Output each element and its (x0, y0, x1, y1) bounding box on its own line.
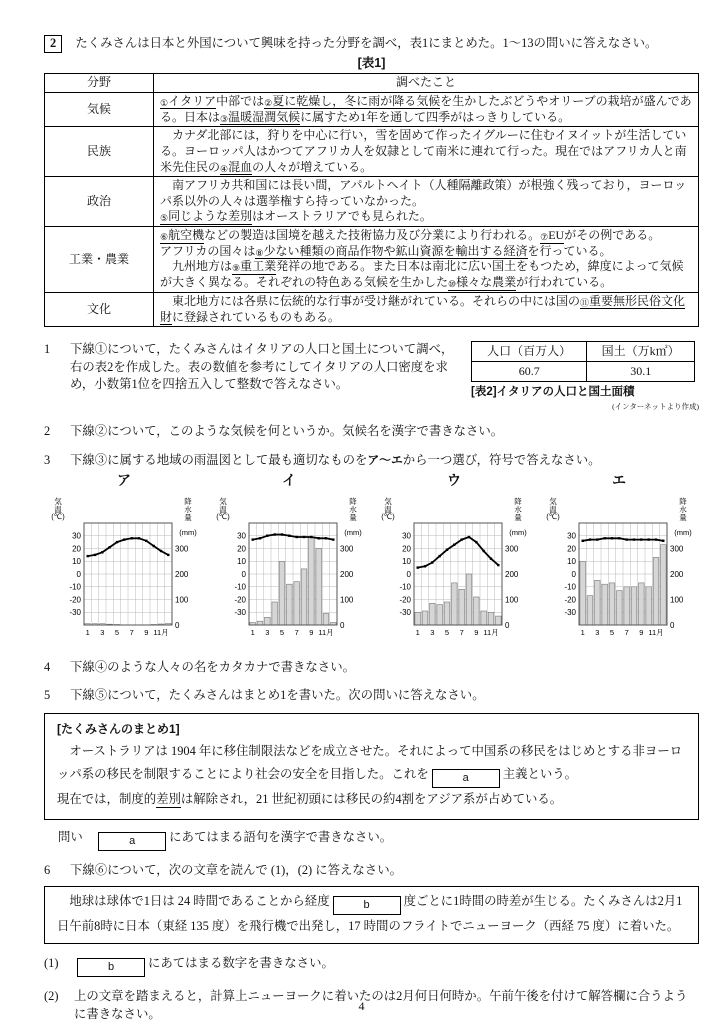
table1-content-cell (154, 227, 699, 293)
svg-text:9: 9 (144, 628, 149, 638)
question-4 (44, 659, 699, 677)
climograph-title: ア (117, 472, 131, 489)
answer-blank-a: a (432, 769, 500, 788)
svg-text:水: 水 (679, 505, 687, 515)
svg-text:10: 10 (237, 557, 246, 567)
underlined-term: ⑨ (232, 263, 241, 274)
svg-text:温: 温 (549, 505, 557, 515)
climograph-svg (539, 497, 697, 647)
svg-text:5: 5 (609, 628, 615, 638)
underlined-term: ⑥ (160, 232, 169, 243)
table1-row-3 (45, 227, 699, 293)
svg-text:気: 気 (219, 497, 227, 507)
table1-content-cell (154, 92, 699, 126)
table2-value-cell: 60.7 (472, 362, 587, 382)
table2-value-cell: 30.1 (587, 362, 695, 382)
underlined-term: 差別 (156, 792, 181, 807)
svg-text:-20: -20 (69, 595, 81, 605)
question-6-2-text: 上の文章を踏まえると，計算上ニューヨークに着いたのは2月何日何時か。午前午後を付けて解答欄に合うように書きなさい。 (74, 989, 688, 1021)
svg-text:11月: 11月 (153, 628, 169, 638)
question-3-number: 3 (44, 452, 51, 467)
underlined-term: 重要無形民俗文化財 (160, 293, 686, 324)
question-1-block (44, 341, 699, 412)
svg-text:30: 30 (237, 531, 246, 541)
text-run: 南アフリカ共和国には長い間，アパルトヘイト（人種隔離政策）が根強く残っており，ヨーロッパ系以外の人々は選挙権すら持っていなかった。 (160, 178, 687, 208)
text-run: を生かしたぶどうやオリーブの栽培が盛んである。日本は (160, 93, 692, 124)
climograph-ア (44, 471, 204, 652)
table1-row-2 (45, 177, 699, 227)
svg-text:-20: -20 (234, 595, 246, 605)
svg-text:3: 3 (430, 628, 435, 638)
svg-text:20: 20 (402, 544, 411, 554)
underlined-term: ③ (220, 113, 229, 124)
text-run: が行われている。 (516, 275, 613, 290)
svg-text:200: 200 (175, 570, 189, 580)
underlined-term: 航空機 (168, 228, 205, 243)
svg-text:0: 0 (76, 570, 81, 580)
text-run: 現在では，制度的 (57, 792, 157, 807)
table2-value-row (472, 362, 695, 382)
text-run: がその例である。 (564, 228, 661, 243)
question-6 (44, 862, 699, 880)
svg-text:300: 300 (670, 544, 684, 554)
underlined-term: ④ (220, 163, 229, 174)
text-run: から一つ選び，符号で答えなさい。 (402, 452, 601, 467)
question-2-text: 下線②について，このような気候を何というか。気候名を漢字で書きなさい。 (70, 424, 504, 439)
text-run: アフリカの国々は (160, 243, 256, 258)
question-4-text: 下線④のような人々の名をカタカナで書きなさい。 (70, 659, 355, 674)
svg-text:水: 水 (184, 505, 192, 515)
question-2-header (44, 34, 699, 53)
question-2-lead-text: たくみさんは日本と外国について興味を持った分野を調べ，表1にまとめた。1～13の問いに答えなさい。 (75, 36, 658, 50)
question-6-1-number: (1) (44, 956, 59, 971)
climograph-title: ウ (447, 472, 461, 489)
svg-text:-10: -10 (564, 582, 576, 592)
question-number-box: 2 (44, 35, 62, 53)
svg-text:量: 量 (349, 513, 357, 523)
climograph-svg (209, 497, 367, 647)
underlined-term: 様々な農業 (456, 275, 517, 290)
text-run: 主義という。 (502, 767, 578, 782)
svg-text:量: 量 (679, 513, 687, 523)
question-3 (44, 452, 699, 470)
matome-title: [たくみさんのまとめ1] (57, 722, 180, 737)
svg-text:200: 200 (505, 570, 519, 580)
svg-text:10: 10 (72, 557, 81, 567)
svg-text:-30: -30 (399, 608, 411, 618)
table2-header-row (472, 342, 695, 362)
svg-text:3: 3 (595, 628, 600, 638)
svg-text:30: 30 (402, 531, 411, 541)
climograph-svg (44, 497, 202, 647)
climograph-row (44, 471, 699, 652)
table1-row-1 (45, 127, 699, 177)
svg-text:7: 7 (624, 628, 629, 638)
underlined-term: 夏に乾燥し，冬に雨が降る気候 (272, 93, 441, 108)
svg-text:(℃): (℃) (546, 512, 560, 522)
question-2 (44, 423, 699, 441)
svg-text:5: 5 (114, 628, 120, 638)
text-run: にあてはまる語句を漢字で書きなさい。 (169, 830, 393, 845)
svg-text:0: 0 (241, 570, 246, 580)
underlined-term: ② (264, 97, 273, 108)
climograph-ウ (374, 471, 534, 652)
svg-text:0: 0 (406, 570, 411, 580)
text-run: 度ごとに1時間の時差が生じる。たくみさんは2月1日午前8時に日本（東経 135 度）を飛行機で出発し，17 時間のフライトでニューヨーク（西経 75 度）に着いた。 (57, 893, 683, 933)
svg-text:0: 0 (670, 621, 675, 631)
svg-text:量: 量 (184, 513, 192, 523)
svg-text:-30: -30 (564, 608, 576, 618)
question-1-number: 1 (44, 342, 51, 357)
svg-text:降: 降 (184, 497, 192, 507)
underlined-term: 温暖湿潤気候 (228, 109, 301, 124)
climograph-エ (539, 471, 699, 652)
question-3-text (70, 452, 699, 470)
question-4-number: 4 (44, 659, 51, 674)
question-6-1 (44, 955, 699, 977)
question-2-number: 2 (44, 424, 51, 439)
underlined-term: 少ない種類の商品作物や鉱山資源を輸出する経済 (263, 243, 528, 258)
svg-text:1: 1 (85, 628, 90, 638)
page-number: 4 (358, 998, 365, 1013)
svg-text:200: 200 (340, 570, 354, 580)
svg-text:1: 1 (250, 628, 255, 638)
svg-text:温: 温 (384, 505, 392, 515)
underlined-term: イタリア (168, 93, 217, 108)
svg-text:30: 30 (567, 531, 576, 541)
svg-text:20: 20 (72, 544, 81, 554)
question-6-number: 6 (44, 863, 51, 878)
table2-header-cell: 人口（百万人） (472, 342, 587, 362)
table1-content-cell (154, 292, 699, 326)
underlined-term: ① (160, 97, 169, 108)
svg-text:(℃): (℃) (216, 512, 230, 522)
text-run: は解除され，21 世紀初頭には移民の約4割をアジア系が占めている。 (180, 792, 563, 807)
jisa-box (44, 886, 699, 944)
svg-text:11月: 11月 (318, 628, 334, 638)
svg-text:200: 200 (670, 570, 684, 580)
svg-text:0: 0 (571, 570, 576, 580)
climograph-title: イ (282, 472, 296, 489)
text-run: はオーストラリアでも見られた。 (252, 209, 432, 224)
svg-text:温: 温 (54, 505, 62, 515)
text-run: 九州地方は (160, 259, 233, 274)
table1-field-cell: 民族 (45, 127, 154, 177)
svg-text:100: 100 (505, 595, 519, 605)
table1-row-4 (45, 292, 699, 326)
table2-caption: [表2]イタリアの人口と国土面積 (471, 386, 635, 399)
svg-text:7: 7 (459, 628, 464, 638)
answer-blank-b: b (77, 958, 145, 977)
svg-text:3: 3 (100, 628, 105, 638)
svg-text:30: 30 (72, 531, 81, 541)
text-run: を行っている。 (527, 243, 612, 258)
text-run: 地球は球体で1日は 24 時間であることから経度 (57, 893, 330, 908)
text-run: に登録されているものもある。 (172, 309, 341, 324)
svg-text:1: 1 (415, 628, 420, 638)
svg-text:温: 温 (219, 505, 227, 515)
table1-field-cell: 工業・農業 (45, 227, 154, 293)
text-run: に属すため1年を通して四季がはっきりしている。 (300, 109, 571, 124)
svg-text:-10: -10 (234, 582, 246, 592)
text-run: 問い (58, 830, 96, 845)
matome-box (44, 713, 699, 820)
svg-text:-10: -10 (399, 582, 411, 592)
text-run: 中部では (216, 93, 265, 108)
text-run: などの製造は国境を越えた技術協力及び分業により行われる。 (204, 228, 541, 243)
underlined-term: 混血 (228, 159, 253, 174)
svg-text:10: 10 (402, 557, 411, 567)
table1-field-cell: 政治 (45, 177, 154, 227)
svg-text:20: 20 (237, 544, 246, 554)
svg-text:(mm): (mm) (179, 528, 197, 538)
table1-header-row (45, 74, 699, 93)
svg-text:-10: -10 (69, 582, 81, 592)
table2 (471, 341, 695, 382)
svg-text:(℃): (℃) (381, 512, 395, 522)
table1-content-cell (154, 177, 699, 227)
svg-text:300: 300 (175, 544, 189, 554)
underlined-term: ⑪ (580, 297, 590, 308)
svg-text:9: 9 (639, 628, 644, 638)
text-run: 東北地方には各県に伝統的な行事が受け継がれている。それらの中には国の (160, 293, 581, 308)
svg-text:(℃): (℃) (51, 512, 65, 522)
svg-text:量: 量 (514, 513, 522, 523)
table1-field-cell: 文化 (45, 292, 154, 326)
table1-content-cell (154, 127, 699, 177)
underlined-term: EU (548, 228, 565, 243)
underlined-term: 重工業 (240, 259, 277, 274)
svg-text:100: 100 (670, 595, 684, 605)
svg-text:7: 7 (129, 628, 134, 638)
svg-text:300: 300 (505, 544, 519, 554)
svg-text:-30: -30 (234, 608, 246, 618)
question-5-number: 5 (44, 688, 51, 703)
svg-text:9: 9 (474, 628, 479, 638)
text-run: オーストラリアは 1904 年に移住制限法などを成立させた。それによって中国系の移民をはじめとする非ヨーロッパ系の移民を制限することにより社会の安全を目指した。これを (57, 744, 683, 782)
table2-block (471, 341, 699, 412)
svg-text:3: 3 (265, 628, 270, 638)
table2-source: (インターネットより作成) (612, 401, 699, 411)
text-run: の人々が増えている。 (252, 159, 373, 174)
text-run: カナダ北部には，狩りを中心に行い，雪を固めて作ったイグルーに住むイヌイットが生活している。ヨーロッパ人はかつてアフリカ人を奴隷として南米に連れて行った。現在ではアフリカ人と南米先住民の (160, 128, 687, 174)
question-1 (44, 341, 461, 394)
underlined-term: ⑤ (160, 213, 169, 224)
svg-text:100: 100 (175, 595, 189, 605)
svg-text:11月: 11月 (483, 628, 499, 638)
svg-text:11月: 11月 (648, 628, 664, 638)
svg-text:-30: -30 (69, 608, 81, 618)
svg-text:5: 5 (444, 628, 450, 638)
svg-text:9: 9 (309, 628, 314, 638)
svg-text:0: 0 (175, 621, 180, 631)
svg-text:降: 降 (349, 497, 357, 507)
svg-text:気: 気 (549, 497, 557, 507)
svg-text:20: 20 (567, 544, 576, 554)
table1 (44, 73, 699, 327)
underlined-term: ⑧ (255, 247, 264, 258)
answer-blank-a: a (98, 832, 166, 851)
question-6-text: 下線⑥について，次の文章を読んで (1)，(2) に答えなさい。 (70, 863, 402, 878)
svg-text:300: 300 (340, 544, 354, 554)
question-6-2-number: (2) (44, 989, 59, 1004)
matome-body (57, 740, 686, 811)
svg-text:10: 10 (567, 557, 576, 567)
svg-text:水: 水 (349, 505, 357, 515)
table2-header-cell: 国土（万k㎡） (587, 342, 695, 362)
underlined-term: 同じような差別 (168, 209, 253, 224)
question-5-text: 下線⑤について，たくみさんはまとめ1を書いた。次の問いに答えなさい。 (70, 688, 485, 703)
table1-header-field: 分野 (45, 74, 154, 93)
text-run: 下線③に属する地域の雨温図として最も適切なものを (70, 452, 368, 467)
svg-text:(mm): (mm) (509, 528, 527, 538)
svg-text:水: 水 (514, 505, 522, 515)
table1-caption: [表1] (357, 55, 386, 70)
svg-text:気: 気 (384, 497, 392, 507)
underlined-term: ⑦ (540, 232, 549, 243)
climograph-svg (374, 497, 532, 647)
question-6-1-text (74, 955, 699, 977)
svg-text:降: 降 (514, 497, 522, 507)
svg-text:7: 7 (294, 628, 299, 638)
question-5 (44, 687, 699, 705)
svg-text:(mm): (mm) (344, 528, 362, 538)
svg-text:(mm): (mm) (674, 528, 692, 538)
text-run: 発祥の地である。また日本は南北に広い国土をもつため，緯度によって気候が大きく異なる。それぞれの特色ある気候を生かした (160, 259, 684, 290)
text-run: ア～エ (367, 452, 403, 467)
climograph-title: エ (612, 472, 626, 489)
text-run: にあてはまる数字を書きなさい。 (148, 956, 334, 971)
table1-header-content: 調べたこと (154, 74, 699, 93)
svg-text:0: 0 (505, 621, 510, 631)
table1-field-cell: 気候 (45, 92, 154, 126)
table1-row-0 (45, 92, 699, 126)
answer-blank-b: b (333, 896, 401, 915)
svg-text:気: 気 (54, 497, 62, 507)
svg-text:-20: -20 (564, 595, 576, 605)
svg-text:-20: -20 (399, 595, 411, 605)
svg-text:1: 1 (580, 628, 585, 638)
underlined-term: ⑩ (448, 279, 457, 290)
question-5-toi (58, 829, 699, 851)
svg-text:100: 100 (340, 595, 354, 605)
svg-text:0: 0 (340, 621, 345, 631)
svg-text:降: 降 (679, 497, 687, 507)
climograph-イ (209, 471, 369, 652)
question-1-text: 下線①について，たくみさんはイタリアの人口と国土について調べ，右の表2を作成した。表の数値を参考にしてイタリアの人口密度を求め，小数第1位を四捨五入して整数で答えなさい。 (70, 342, 454, 392)
svg-text:5: 5 (279, 628, 285, 638)
